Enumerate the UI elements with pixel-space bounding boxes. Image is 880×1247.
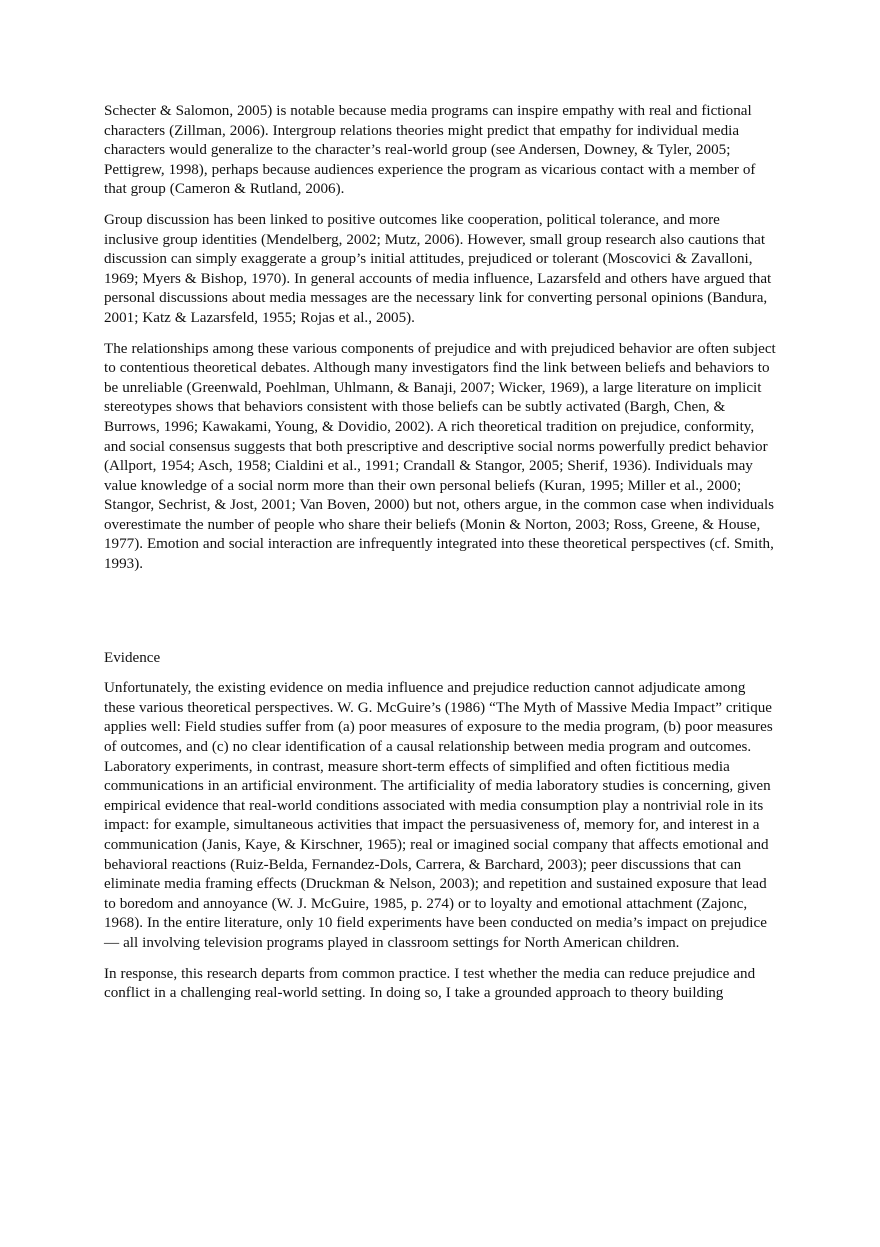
paragraph-group-discussion: Group discussion has been linked to positive outcomes like cooperation, political tolerance, and more inclusive group identities (Mendelberg, 2002; Mutz, 2006). However, small group research also cautions that discussion can simply exaggerate a group’s initial attitudes, prejudiced or tolerant (Moscovici & Zavalloni, 1969; Myers & Bishop, 1970). In general accounts of media influence, Lazarsfeld and others have argued that personal discussions about media messages are the necessary link for converting personal opinions (Bandura, 2001; Katz & Lazarsfeld, 1955; Rojas et al., 2005). xyxy=(104,211,772,326)
section-heading-evidence: Evidence xyxy=(104,649,161,666)
page-body xyxy=(104,102,778,1015)
section-gap xyxy=(104,586,778,649)
paragraph-empathy: Schecter & Salomon, 2005) is notable because media programs can inspire empathy with real and fictional characters (Zillman, 2006). Intergroup relations theories might predict that empathy for individual media characters would generalize to the character’s real-world group (see Andersen, Downey, & Tyler, 2005; Pettigrew, 1998), perhaps because audiences experience the program as vicarious contact with a member of that group (Cameron & Rutland, 2006). xyxy=(104,103,756,198)
paragraph-research-response: In response, this research departs from common practice. I test whether the media can reduce prejudice and conflict in a challenging real-world setting. In doing so, I take a grounded approach to theory building xyxy=(104,965,756,1002)
paragraph-existing-evidence: Unfortunately, the existing evidence on media influence and prejudice reduction cannot adjudicate among these various theoretical perspectives. W. G. McGuire’s (1986) “The Myth of Massive Media Impact” critique applies well: Field studies suffer from (a) poor measures of exposure to the media program, (b) poor measures of outcomes, and (c) no clear identification of a causal relationship between media program and outcomes. Laboratory experiments, in contrast, measure short-term effects of simplified and often fictitious media communications in an artificial environment. The artificiality of media laboratory studies is concerning, given empirical evidence that real-world conditions associated with media consumption play a nontrivial role in its impact: for example, simultaneous activities that impact the persuasiveness of, memory for, and interest in a communication (Janis, Kaye, & Kirschner, 1965); real or imagined social company that affects emotional and behavioral reactions (Ruiz-Belda, Fernandez-Dols, Carrera, & Barchard, 2003); peer discussions that can eliminate media framing effects (Druckman & Nelson, 2003); and repetition and sustained exposure that lead to boredom and annoyance (W. J. McGuire, 1985, p. 274) or to loyalty and emotional attachment (Zajonc, 1968). In the entire literature, only 10 field experiments have been conducted on media’s impact on prejudice — all involving television programs played in classroom settings for North American children. xyxy=(104,680,773,951)
paragraph-prejudice-components: The relationships among these various components of prejudice and with prejudiced behavior are often subject to contentious theoretical debates. Although many investigators find the link between beliefs and behaviors to be unreliable (Greenwald, Poehlman, Uhlmann, & Banaji, 2007; Wicker, 1969), a large literature on implicit stereotypes shows that behaviors consistent with those beliefs can be subtly activated (Bargh, Chen, & Burrows, 1996; Kawakami, Young, & Dovidio, 2002). A rich theoretical tradition on prejudice, conformity, and social consensus suggests that both prescriptive and descriptive social norms powerfully predict behavior (Allport, 1954; Asch, 1958; Cialdini et al., 1991; Crandall & Stangor, 2005; Sherif, 1936). Individuals may value knowledge of a social norm more than their own personal beliefs (Kuran, 1995; Miller et al., 2000; Stangor, Sechrist, & Jost, 2001; Van Boven, 2000) but not, others argue, in the common case when individuals overestimate the number of people who share their beliefs (Monin & Norton, 2003; Ross, Greene, & House, 1977). Emotion and social interaction are infrequently integrated into these theoretical perspectives (cf. Smith, 1993). xyxy=(104,340,776,573)
